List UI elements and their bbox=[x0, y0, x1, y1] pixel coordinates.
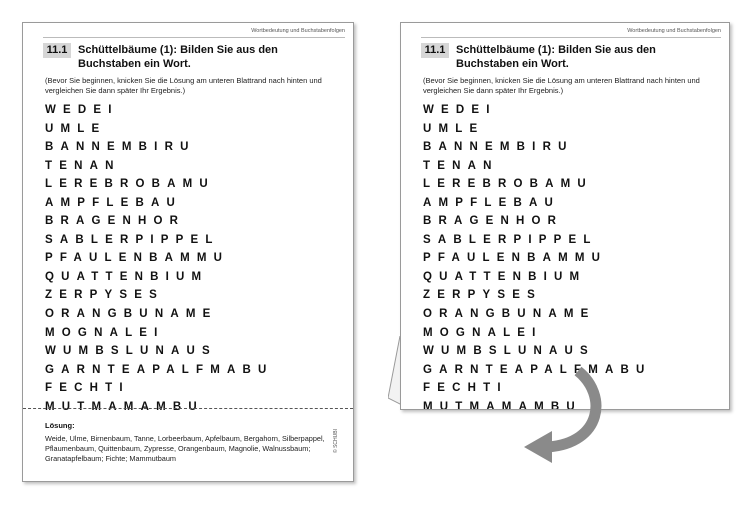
exercise-number: 11.1 bbox=[421, 43, 449, 58]
fold-line bbox=[23, 408, 353, 409]
scrambled-word: LEREBROBAMU bbox=[45, 178, 215, 191]
scrambled-word: WUMBSLUNAUS bbox=[45, 345, 217, 358]
scrambled-word: BRAGENHOR bbox=[423, 215, 564, 228]
scrambled-word: TENAN bbox=[45, 159, 121, 172]
scrambled-word: ZERPYSES bbox=[45, 289, 164, 302]
scrambled-word: QUATTENBIUM bbox=[423, 270, 587, 283]
scrambled-word: BRAGENHOR bbox=[45, 215, 186, 228]
scrambled-word: WUMBSLUNAUS bbox=[423, 345, 595, 358]
copyright-note: © SCHUBI bbox=[333, 429, 339, 453]
worksheet-folded bbox=[400, 22, 730, 410]
scrambled-word: UMLE bbox=[45, 122, 107, 135]
scrambled-word: MOGNALEI bbox=[423, 326, 543, 339]
exercise-title: Schüttelbäume (1): Bilden Sie aus den Buchstaben ein Wort. bbox=[456, 44, 656, 70]
scrambled-word: ORANGBUNAME bbox=[45, 308, 218, 321]
scrambled-word: UMLE bbox=[423, 122, 485, 135]
exercise-title: Schüttelbäume (1): Bilden Sie aus den Buchstaben ein Wort. bbox=[78, 44, 278, 70]
solution-text: Weide, Ulme, Birnenbaum, Tanne, Lorbeerbaum, Apfelbaum, Bergahorn, Silberpappel, Pflaumenbaum, Quittenbaum, Zypresse, Orangenbaum, Magnolie, Walnussbaum; Granatapfelbaum; Fichte; Mammutbaum bbox=[45, 434, 325, 463]
page-header: Wortbedeutung und Buchstabenfolgen bbox=[627, 28, 721, 34]
scrambled-word: ZERPYSES bbox=[423, 289, 542, 302]
scrambled-word: WEDEI bbox=[423, 104, 497, 116]
scrambled-word: SABLERPIPPEL bbox=[45, 233, 220, 246]
scrambled-word: FECHTI bbox=[423, 382, 508, 395]
scrambled-word: ORANGBUNAME bbox=[423, 308, 596, 321]
exercise-number: 11.1 bbox=[43, 43, 71, 58]
scrambled-word: MUTMAMAMBU bbox=[45, 400, 204, 413]
scrambled-word: LEREBROBAMU bbox=[423, 178, 593, 191]
fold-arrow-icon bbox=[510, 365, 620, 465]
instruction-text: (Bevor Sie beginnen, knicken Sie die Lösung am unteren Blattrand nach hinten und vergleichen Sie dann später Ihr Ergebnis.) bbox=[423, 76, 700, 95]
scrambled-word: GARNTEAPALFMABU bbox=[45, 363, 274, 376]
scrambled-word-list bbox=[45, 103, 274, 418]
scrambled-word: AMPFLEBAU bbox=[423, 196, 560, 209]
solution-label: Lösung: bbox=[45, 421, 75, 430]
header-rule bbox=[421, 37, 721, 38]
scrambled-word: WEDEI bbox=[45, 104, 119, 116]
header-rule bbox=[43, 37, 345, 38]
scrambled-word: GARNTEAPALFMABU bbox=[423, 363, 652, 376]
scrambled-word: MUTMAMAMBU bbox=[423, 400, 582, 410]
scrambled-word: AMPFLEBAU bbox=[45, 196, 182, 209]
page-header: Wortbedeutung und Buchstabenfolgen bbox=[251, 28, 345, 34]
scrambled-word: BANNEMBIRU bbox=[45, 141, 196, 154]
scrambled-word: TENAN bbox=[423, 159, 499, 172]
instruction-text: (Bevor Sie beginnen, knicken Sie die Lösung am unteren Blattrand nach hinten und vergleichen Sie dann später Ihr Ergebnis.) bbox=[45, 76, 322, 95]
scrambled-word-list bbox=[423, 103, 652, 410]
scrambled-word: FECHTI bbox=[45, 382, 130, 395]
scrambled-word: QUATTENBIUM bbox=[45, 270, 209, 283]
scrambled-word: PFAULENBAMMU bbox=[423, 252, 608, 265]
scrambled-word: MOGNALEI bbox=[45, 326, 165, 339]
scrambled-word: SABLERPIPPEL bbox=[423, 233, 598, 246]
scrambled-word: PFAULENBAMMU bbox=[45, 252, 230, 265]
worksheet-full bbox=[22, 22, 354, 482]
scrambled-word: BANNEMBIRU bbox=[423, 141, 574, 154]
